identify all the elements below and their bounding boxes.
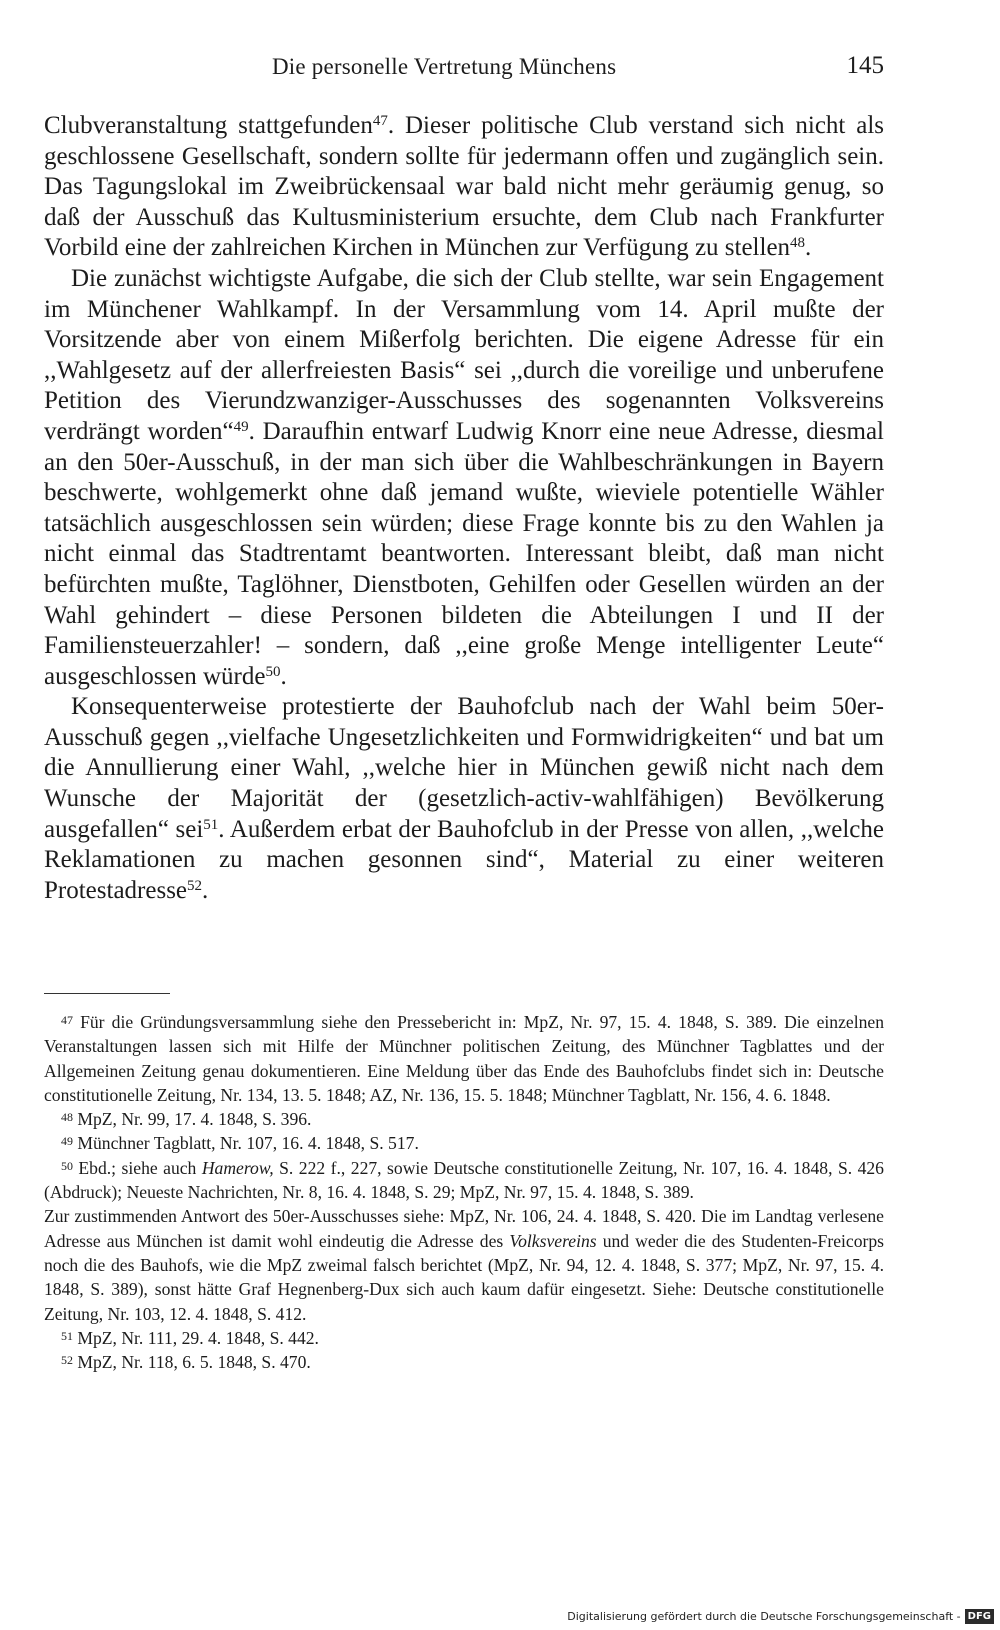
page-header bbox=[44, 50, 884, 86]
text-run: . bbox=[202, 876, 209, 904]
text-run: . bbox=[280, 662, 287, 690]
main-text bbox=[44, 111, 884, 906]
footnotes bbox=[44, 1010, 884, 1374]
footnote-47 bbox=[44, 1010, 884, 1107]
footnote-ref: 48 bbox=[790, 235, 806, 252]
text-run: . Außerdem erbat der Bauhofclub in der Presse von allen, ,,welche Reklamationen zu machen gesonnen sind“, Material zu einer weiteren Protestadresse bbox=[44, 815, 885, 904]
footnote-number: 51 bbox=[61, 1328, 73, 1343]
footnote-text: Zur zustimmenden Antwort des 50er-Ausschusses siehe: MpZ, Nr. 106, 24. 4. 1848, S. 420. Die im Landtag verlesene Adresse aus München ist damit wohl eindeutig die Adresse des bbox=[44, 1206, 884, 1251]
footnote-ref: 50 bbox=[265, 663, 281, 680]
text-run: . bbox=[805, 234, 812, 262]
footnote-text: Für die Gründungsversammlung siehe den Pressebericht in: MpZ, Nr. 97, 15. 4. 1848, S. 389. Die einzelnen Veranstaltungen lassen sich mit Hilfe der Münchner politischen Zeitung, des Münchner Tagblattes und der Allgemeinen Zeitung genau dokumentieren. Eine Meldung über das Ende des Bauhofclubs findet sich in: Deutsche constitutionelle Zeitung, Nr. 134, 13. 5. 1848; AZ, Nr. 136, 15. 5. 1848; Münchner Tagblatt, Nr. 156, 4. 6. 1848. bbox=[44, 1012, 884, 1105]
running-title: Die personelle Vertretung Münchens bbox=[272, 54, 617, 79]
footnote-number: 48 bbox=[61, 1110, 73, 1124]
footnote-divider bbox=[44, 993, 170, 994]
footnote-text: MpZ, Nr. 118, 6. 5. 1848, S. 470. bbox=[72, 1352, 311, 1373]
footnote-ref: 52 bbox=[187, 877, 203, 894]
paragraph bbox=[44, 692, 884, 906]
footnote-48 bbox=[44, 1107, 884, 1131]
dfg-logo: DFG bbox=[965, 1609, 994, 1624]
footnote-50-continued bbox=[44, 1204, 884, 1325]
footnote-text: MpZ, Nr. 99, 17. 4. 1848, S. 396. bbox=[72, 1109, 312, 1130]
footnote-text: Münchner Tagblatt, Nr. 107, 16. 4. 1848, S. 517. bbox=[72, 1133, 419, 1154]
footnote-number: 49 bbox=[61, 1134, 73, 1149]
footnote-number: 47 bbox=[61, 1012, 73, 1027]
footnote-italic: Volksvereins bbox=[509, 1230, 597, 1251]
paragraph bbox=[44, 111, 884, 264]
footnote-text: MpZ, Nr. 111, 29. 4. 1848, S. 442. bbox=[72, 1327, 319, 1348]
footnote-50 bbox=[44, 1156, 884, 1205]
paragraph bbox=[44, 264, 884, 692]
text-run: Die zunächst wichtigste Aufgabe, die sich der Club stellte, war sein Engagement im Münchener Wahlkampf. In der Versammlung vom 14. April mußte der Vorsitzende aber von einem Mißerfolg berichten. Die eigene Adresse für ein ,,Wahlgesetz auf der allerfreiesten Basis“ sei ,,durch die voreilige und unberufene Petition des Vierundzwanziger-Ausschusses des sogenannten Volksvereins verdrängt worden“ bbox=[44, 264, 884, 445]
footnote-number: 52 bbox=[61, 1352, 73, 1367]
text-run: Konsequenterweise protestierte der Bauhofclub nach der Wahl beim 50er-Ausschuß gegen ,,vielfache Ungesetzlichkeiten und Formwidrigkeiten“ und bat um die Annullierung einer Wahl, ,,welche hier in München gewiß nicht nach dem Wunsche der Majorität der (gesetzlich-activ-wahlfähigen) Bevölkerung ausgefallen“ sei bbox=[44, 693, 884, 843]
text-run: . Dieser politische Club verstand sich nicht als geschlossene Gesellschaft, sondern sollte für jedermann offen und zugänglich sein. Das Tagungslokal im Zweibrückensaal war bald nicht mehr geräumig genug, so daß der Ausschuß das Kultusministerium ersuchte, dem Club nach Frankfurter Vorbild eine der zahlreichen Kirchen in München zur Verfügung zu stellen bbox=[44, 112, 885, 262]
digitization-credit bbox=[567, 1606, 994, 1626]
footnote-49 bbox=[44, 1131, 884, 1155]
footnote-number: 50 bbox=[61, 1158, 73, 1173]
footnote-ref: 51 bbox=[203, 816, 219, 833]
footnote-51 bbox=[44, 1326, 884, 1350]
footnote-ref: 47 bbox=[372, 112, 388, 129]
footnote-text: und weder die des Studenten-Freicorps noch die des Bauhofs, wie die MpZ zweimal falsch berichtet (MpZ, Nr. 94, 12. 4. 1848, S. 377; MpZ, Nr. 97, 15. 4. 1848, S. 389), sonst hätte Graf Hegnenberg-Dux sich auch kaum dafür eingesetzt. Siehe: Deutsche constitutionelle Zeitung, Nr. 103, 12. 4. 1848, S. 412. bbox=[44, 1230, 884, 1324]
credit-text: Digitalisierung gefördert durch die Deutsche Forschungsgemeinschaft - bbox=[567, 1609, 961, 1623]
footnote-ref: 49 bbox=[233, 418, 249, 435]
footnote-text: Ebd.; siehe auch bbox=[72, 1157, 202, 1178]
text-run: Clubveranstaltung stattgefunden bbox=[44, 112, 373, 139]
page-number: 145 bbox=[846, 52, 884, 79]
text-run: . Daraufhin entwarf Ludwig Knorr eine neue Adresse, diesmal an den 50er-Ausschuß, in der man sich über die Wahlbeschränkungen in Bayern beschwerte, wohlgemerkt ohne daß jemand wußte, wieviele potentielle Wähler tatsächlich ausgeschlossen sein würden; diese Frage konnte bis zu den Wahlen ja nicht einmal das Stadtrentamt beantworten. Interessant bleibt, daß man nicht befürchten mußte, Taglöhner, Dienstboten, Gehilfen oder Gesellen würden an der Wahl gehindert – diese Personen bildeten die Abteilungen I und II der Familiensteuerzahler! – sondern, daß ,,eine große Menge intelligenter Leute“ ausgeschlossen würde bbox=[44, 417, 884, 690]
footnote-text: S. 222 f., 227, sowie Deutsche constitutionelle Zeitung, Nr. 107, 16. 4. 1848, S. 426 (Abdruck); Neueste Nachrichten, Nr. 8, 16. 4. 1848, S. 29; MpZ, Nr. 97, 15. 4. 1848, S. 389. bbox=[44, 1157, 884, 1203]
footnote-52 bbox=[44, 1350, 884, 1374]
footnote-author: Hamerow, bbox=[201, 1157, 274, 1178]
